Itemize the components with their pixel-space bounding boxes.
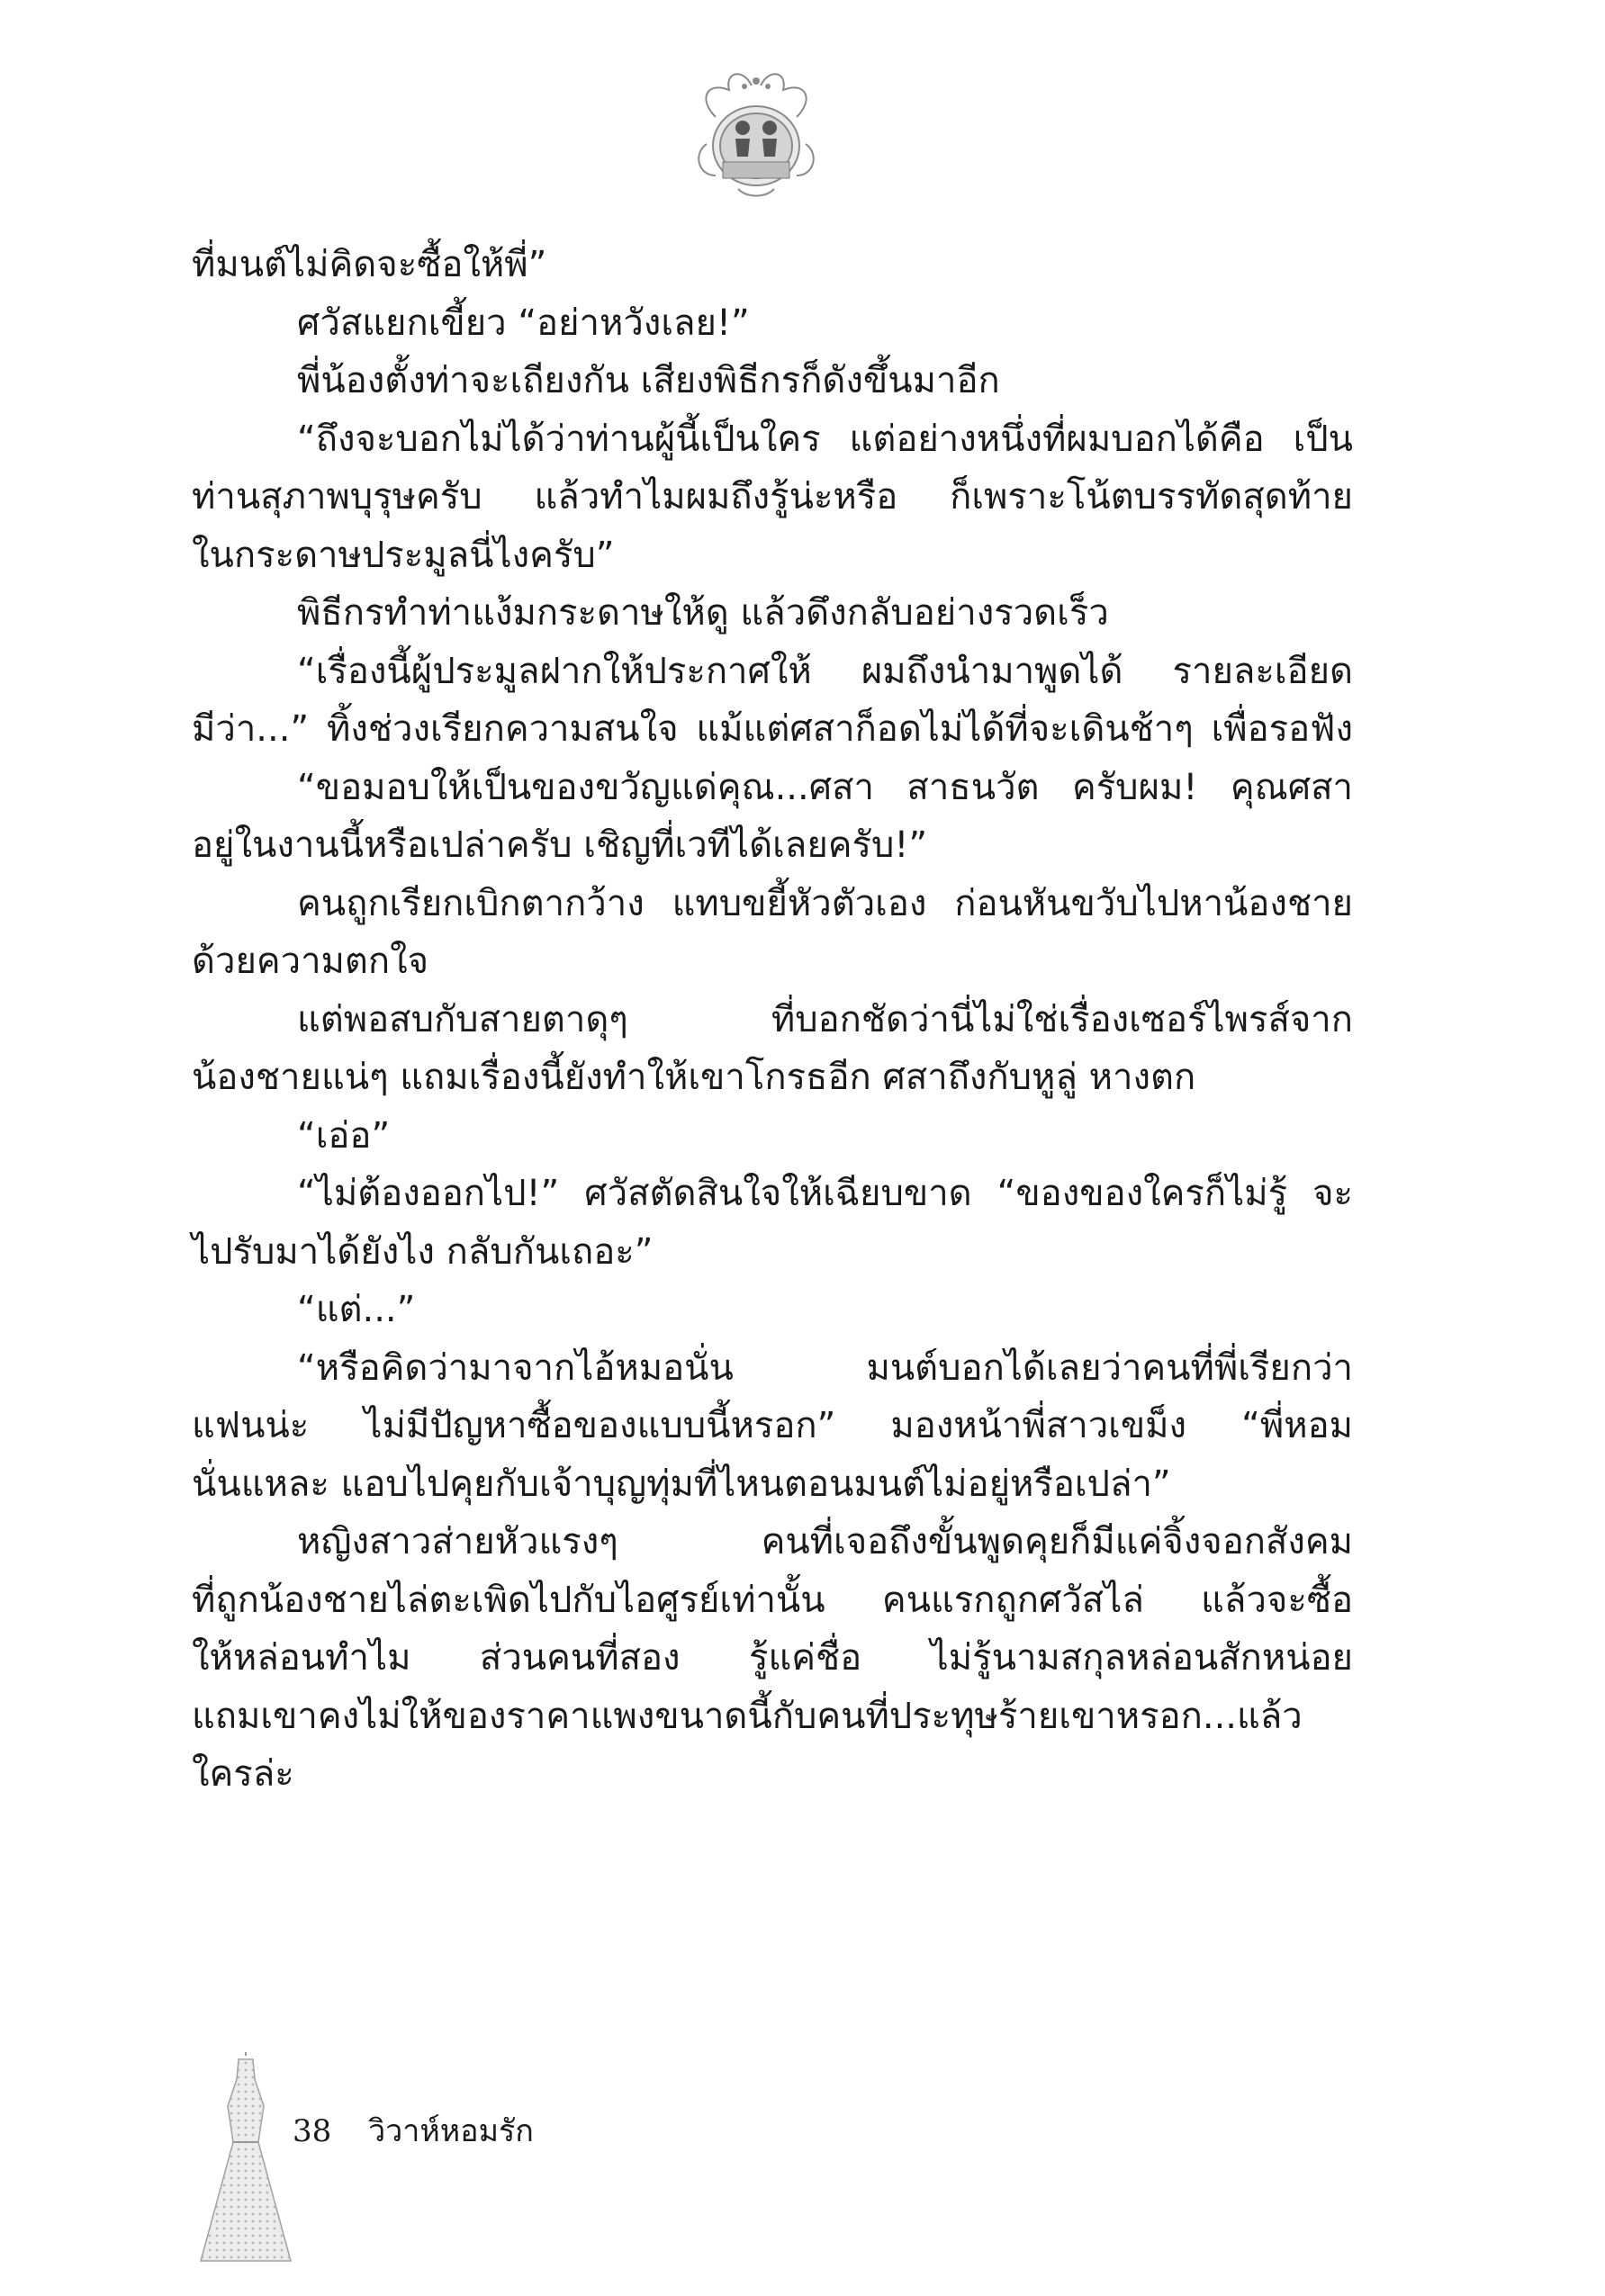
text-line: ด้วยความตกใจ <box>192 941 429 982</box>
page-footer <box>293 2106 534 2155</box>
body-text <box>192 236 1353 1804</box>
wedding-dress-icon <box>192 2052 300 2268</box>
text-line: ที่ถูกน้องชายไล่ตะเพิดไปกับไอศูรย์เท่านั้น คนแรกถูกศวัสไล่ แล้วจะซื้อ <box>192 1579 1353 1621</box>
text-line: อยู่ในงานนี้หรือเปล่าครับ เชิญที่เวทีได้เลยครับ!” <box>192 824 928 866</box>
ornamental-crest-emblem-icon <box>689 63 824 207</box>
text-line: นั่นแหละ แอบไปคุยกับเจ้าบุญทุ่มที่ไหนตอนมนต์ไม่อยู่หรือเปล่า” <box>192 1463 1171 1505</box>
text-line: ใครล่ะ <box>192 1753 294 1795</box>
text-line: “เอ่อ” <box>297 1114 391 1157</box>
text-line: “ถึงจะบอกไม่ได้ว่าท่านผู้นี้เป็นใคร แต่อย่างหนึ่งที่ผมบอกได้คือ เป็น <box>297 418 1353 460</box>
text-line: “หรือคิดว่ามาจากไอ้หมอนั่น มนต์บอกได้เลยว่าคนที่พี่เรียกว่า <box>297 1346 1353 1389</box>
page-number: 38 <box>293 2113 332 2149</box>
text-line: “เรื่องนี้ผู้ประมูลฝากให้ประกาศให้ ผมถึงนำมาพูดได้ รายละเอียด <box>297 650 1353 692</box>
book-title: วิวาห์หอมรัก <box>368 2113 534 2149</box>
text-line: ศวัสแยกเขี้ยว “อย่าหวังเลย!” <box>297 302 750 344</box>
text-line: แต่พอสบกับสายตาดุๆ ที่บอกชัดว่านี่ไม่ใช่เรื่องเซอร์ไพรส์จาก <box>297 998 1353 1040</box>
text-line: พิธีกรทำท่าแง้มกระดาษให้ดู แล้วดึงกลับอย่างรวดเร็ว <box>297 592 1109 634</box>
text-line: ที่มนต์ไม่คิดจะซื้อให้พี่” <box>192 244 547 285</box>
text-line: มีว่า...” ทิ้งช่วงเรียกความสนใจ แม้แต่ศสาก็อดไม่ได้ที่จะเดินช้าๆ เพื่อรอฟัง <box>192 708 1353 750</box>
text-line: น้องชายแน่ๆ แถมเรื่องนี้ยังทำให้เขาโกรธอีก ศสาถึงกับหูลู่ หางตก <box>192 1057 1196 1098</box>
text-line: ท่านสุภาพบุรุษครับ แล้วทำไมผมถึงรู้น่ะหรือ ก็เพราะโน้ตบรรทัดสุดท้าย <box>192 476 1353 518</box>
text-line: “แต่...” <box>297 1289 416 1330</box>
text-line: ให้หล่อนทำไม ส่วนคนที่สอง รู้แค่ชื่อ ไม่รู้นามสกุลหล่อนสักหน่อย <box>192 1637 1353 1679</box>
text-line: ไปรับมาได้ยังไง กลับกันเถอะ” <box>192 1230 654 1273</box>
text-line: “ไม่ต้องออกไป!” ศวัสตัดสินใจให้เฉียบขาด “ของของใครก็ไม่รู้ จะ <box>297 1173 1353 1214</box>
text-line: ในกระดาษประมูลนี่ไงครับ” <box>192 534 615 576</box>
text-line: “ขอมอบให้เป็นของขวัญแด่คุณ...ศสา สาธนวัต ครับผม! คุณศสา <box>297 766 1353 808</box>
text-line: แถมเขาคงไม่ให้ของราคาแพงขนาดนี้กับคนที่ประทุษร้ายเขาหรอก...แล้ว <box>192 1695 1303 1737</box>
text-line: คนถูกเรียกเบิกตากว้าง แทบขยี้หัวตัวเอง ก่อนหันขวับไปหาน้องชาย <box>297 882 1353 924</box>
text-line: แฟนน่ะ ไม่มีปัญหาซื้อของแบบนี้หรอก” มองหน้าพี่สาวเขม็ง “พี่หอม <box>192 1405 1353 1446</box>
text-line: พี่น้องตั้งท่าจะเถียงกัน เสียงพิธีกรก็ดังขึ้นมาอีก <box>297 360 1000 401</box>
text-line: หญิงสาวส่ายหัวแรงๆ คนที่เจอถึงขั้นพูดคุยก็มีแค่จิ้งจอกสังคม <box>297 1521 1353 1562</box>
